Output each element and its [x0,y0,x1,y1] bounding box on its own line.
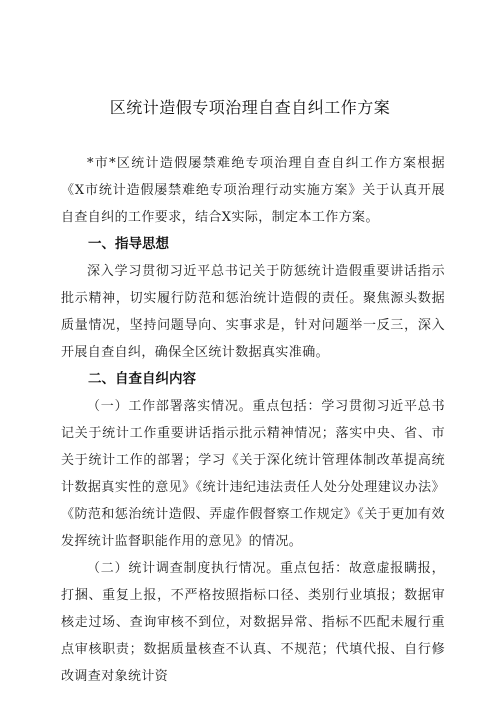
guiding-ideology-paragraph: 深入学习贯彻习近平总书记关于防惩统计造假重要讲话指示批示精神，切实履行防范和惩治统计造假的责任。聚焦源头数据质量情况，坚持问题导向、实事求是，针对问题举一反三，深入开展自查自纠，确保全区统计数据真实准确。 [61,264,445,360]
work-deployment-paragraph: （一）工作部署落实情况。重点包括：学习贯彻习近平总书记关于统计工作重要讲话指示批示精神情况；落实中央、省、市关于统计工作的部署；学习《关于深化统计管理体制改革提高统计数据真实性的意见》《统计违纪违法责任人处分处理建议办法》《防范和惩治统计造假、弄虚作假督察工作规定》《关于更加有效发挥统计监督职能作用的意见》的情况。 [61,399,445,549]
document-title: 区统计造假专项治理自查自纠工作方案 [109,98,391,117]
survey-system-paragraph: （二）统计调查制度执行情况。重点包括：故意虚报瞒报，打捆、重复上报，不严格按照指标口径、类别行业填报；数据审核走过场、查询审核不到位，对数据异常、指标不匹配未履行重点审核职责；数据质量核查不认真、不规范；代填代报、自行修改调查对象统计资 [61,561,445,684]
section-heading-guiding-ideology: 一、指导思想 [88,236,169,252]
section-heading-self-inspection-content: 二、自查自纠内容 [88,371,196,387]
document-body [61,150,445,690]
intro-paragraph: *市*区统计造假屡禁难绝专项治理自查自纠工作方案根据《X市统计造假屡禁难绝专项治理行动实施方案》关于认真开展自查自纠的工作要求，结合X实际，制定本工作方案。 [61,156,445,225]
